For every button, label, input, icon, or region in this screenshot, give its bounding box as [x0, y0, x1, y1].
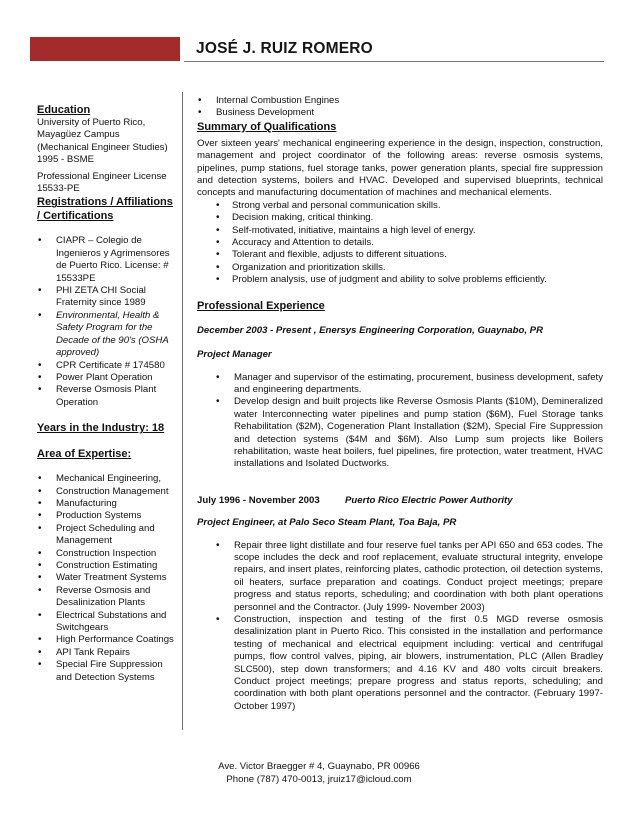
list-item: • Business Development — [197, 107, 603, 119]
summary-heading: Summary of Qualifications — [197, 120, 337, 133]
list-item: • Manager and supervisor of the estimating, procurement, business development, safety and engineering departments. — [197, 372, 603, 397]
footer — [160, 760, 478, 786]
list-item: • Special Fire Suppression and Detection Systems — [37, 659, 177, 684]
list-item: • Tolerant and flexible, adjusts to different situations. — [197, 249, 603, 261]
list-item: • Accuracy and Attention to details. — [197, 237, 603, 249]
job1-line: December 2003 - Present , Enersys Engineering Corporation, Guaynabo, PR — [197, 324, 544, 336]
list-item: • Manufacturing — [37, 498, 177, 510]
summary-text: Over sixteen years' mechanical engineering experience in the design, inspection, construction, management and project coordinator of the following areas: reverse osmosis systems, pipelines, pump stations, fuel storage tanks, power generation plants, special fire suppression and detection systems, boilers and HVAC. Developed and supervised blueprints, technical concepts and manufacturing documentation of machines and mechanical elements. — [197, 137, 603, 199]
license-line: Professional Engineer License — [37, 170, 167, 182]
left-column — [37, 103, 177, 684]
job2-dates: July 1996 - November 2003 — [197, 494, 320, 506]
list-item: • CPR Certificate # 174580 — [37, 360, 177, 372]
years-heading: Years in the Industry: 18 — [37, 422, 165, 435]
list-item: • Environmental, Health & Safety Program for the Decade of the 90's (OSHA approved) — [37, 310, 177, 360]
license-line: 15533-PE — [37, 183, 80, 195]
list-item: • Power Plant Operation — [37, 372, 177, 384]
list-item: • Organization and prioritization skills. — [197, 262, 603, 274]
list-item: • Strong verbal and personal communication skills. — [197, 200, 603, 212]
list-item: • Reverse Osmosis Plant Operation — [37, 384, 177, 409]
registrations-list — [37, 235, 177, 409]
list-item: • Mechanical Engineering, — [37, 473, 177, 485]
education-line: Mayagüez Campus — [37, 129, 120, 141]
skills-list — [197, 200, 603, 287]
expertise-heading: Area of Expertise: — [37, 448, 132, 461]
list-item: • Internal Combustion Engines — [197, 95, 603, 107]
job1-title: Project Manager — [197, 349, 272, 361]
experience-heading: Professional Experience — [197, 299, 325, 312]
list-item: • PHI ZETA CHI Social Fraternity since 1989 — [37, 285, 177, 310]
education-line: (Mechanical Engineer Studies) — [37, 141, 168, 153]
list-item: • Construction Inspection — [37, 548, 177, 560]
right-column — [197, 95, 603, 713]
list-item: • Reverse Osmosis and Desalinization Plants — [37, 585, 177, 610]
list-item: • Construction Estimating — [37, 560, 177, 572]
list-item: • Construction Management — [37, 486, 177, 498]
list-item: • Project Scheduling and Management — [37, 523, 177, 548]
expertise-list — [37, 473, 177, 684]
list-item: • Repair three light distillate and four reserve fuel tanks per API 650 and 653 codes. The scope includes the deck and roof replacement, evaluate structural integrity, envelope repairs, and insert plates, reinforcing plates, cathodic protection, oil detection systems, oil heaters, surface preparation and coatings. Conduct project meetings; prepare progress and status reports, scheduling; and coordination with both plant operations personnel and the Contractor. (July 1999- November 2003) — [197, 540, 603, 614]
list-item: • Develop design and built projects like Reverse Osmosis Plants ($10M), Demineralized water Interconnecting water pipelines and pump station ($6M), Fuel Storage tanks Rehabilitation ($2M), Cogeneration Plant Installation ($2M), Special Fire Suppression and detection systems ($4M and $6M). Also Lump sum projects like Boilers rehabilitation, waste heat boilers, fuel pipelines, fire protection, water treatment, HVAC installations and Isolated Ductworks. — [197, 396, 603, 470]
footer-contact: Phone (787) 470-0013, jruiz17@icloud.com — [226, 774, 412, 785]
list-item: • Water Treatment Systems — [37, 572, 177, 584]
candidate-name: JOSÉ J. RUIZ ROMERO — [196, 40, 373, 57]
top-bullets — [197, 95, 603, 120]
education-line: University of Puerto Rico, — [37, 117, 146, 128]
job2-line — [197, 495, 603, 507]
list-item: • CIAPR – Colegio de Ingenieros y Agrimensores de Puerto Rico. License: # 15533PE — [37, 235, 177, 285]
job2-bullets — [197, 540, 603, 714]
job1-bullets — [197, 372, 603, 471]
footer-address: Ave. Victor Braegger # 4, Guaynabo, PR 00966 — [218, 761, 420, 772]
list-item: • Production Systems — [37, 510, 177, 522]
column-divider — [182, 92, 183, 730]
list-item: • Electrical Substations and Switchgears — [37, 610, 177, 635]
education-line: 1995 - BSME — [37, 154, 95, 166]
list-item: • Problem analysis, use of judgment and ability to solve problems efficiently. — [197, 274, 603, 286]
job2-company: Puerto Rico Electric Power Authority — [345, 494, 513, 506]
list-item: • High Performance Coatings — [37, 634, 177, 646]
list-item: • API Tank Repairs — [37, 647, 177, 659]
registrations-heading: Registrations / Affiliations / Certifications — [37, 196, 173, 223]
list-item: • Self-motivated, initiative, maintains a high level of energy. — [197, 225, 603, 237]
list-item: • Decision making, critical thinking. — [197, 212, 603, 224]
job2-title: Project Engineer, at Palo Seco Steam Plant, Toa Baja, PR — [197, 517, 457, 529]
list-item: • Construction, inspection and testing of the first 0.5 MGD reverse osmosis desalinization plant in Puerto Rico. This consisted in the installation and performance testing of mechanical and electrical equipment including: vertical and centrifugal pumps, flow control valves, piping, air blowers, instrumentation, PLC (Allen Bradley SLC500), step down transformers; and 4.16 KV and 480 volts circuit breakers. Conduct project meetings; prepare progress and status reports, scheduling; and coordination with both plant operations personnel and the contractor. (February 1997-October 1997) — [197, 614, 603, 713]
education-heading: Education — [37, 104, 91, 116]
header-accent-bar — [30, 37, 180, 61]
